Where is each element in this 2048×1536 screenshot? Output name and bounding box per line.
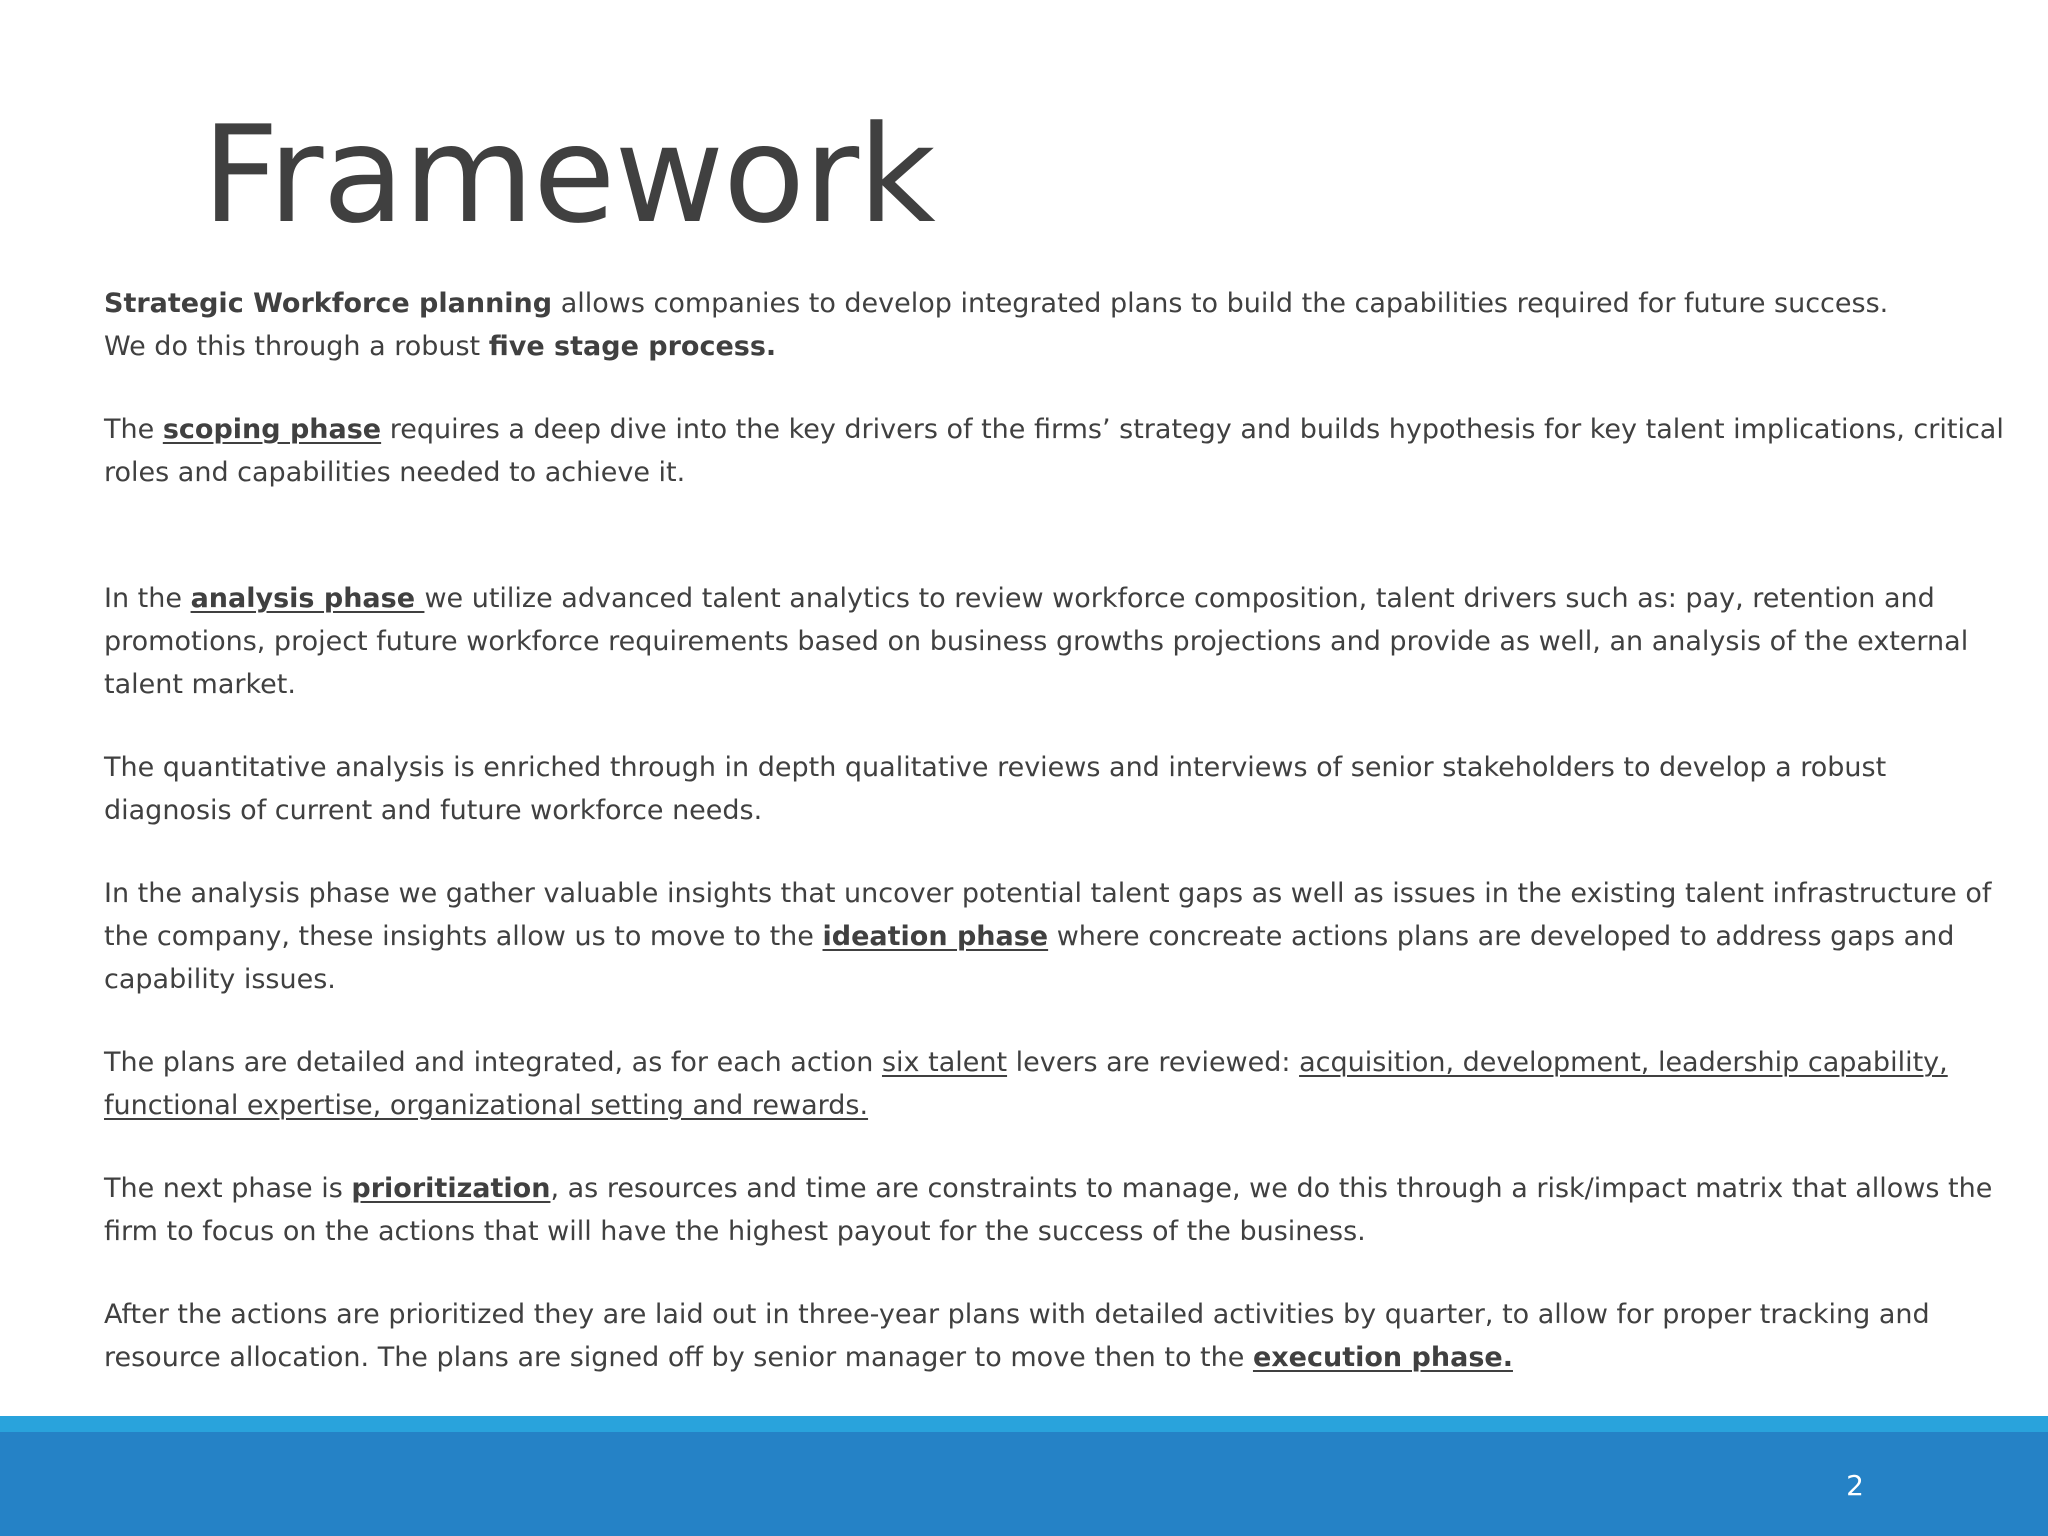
paragraph-levers — [104, 1041, 2004, 1127]
page-number: 2 — [1846, 1469, 1864, 1502]
intro-bold-lead: Strategic Workforce planning — [104, 288, 553, 319]
spacer — [104, 1001, 2004, 1041]
paragraph-intro — [104, 282, 2004, 325]
spacer — [104, 832, 2004, 872]
talent-levers-list-link[interactable]: acquisition, development, leadership capability, functional expertise, organizational setting and rewards. — [104, 1047, 1948, 1121]
paragraph-analysis — [104, 577, 2004, 706]
process-bold: five stage process. — [488, 331, 777, 362]
analysis-pre: In the — [104, 583, 191, 614]
analysis-phase-link[interactable]: analysis phase — [190, 583, 425, 614]
prioritization-post: , as resources and time are constraints to manage, we do this through a risk/impact matrix that allows the firm to focus on the actions that will have the highest payout for the success of the business. — [104, 1173, 1993, 1247]
insights-post: where concreate actions plans are developed to address gaps and capability issues. — [104, 921, 1955, 995]
paragraph-prioritization — [104, 1167, 2004, 1253]
paragraph-quantitative: The quantitative analysis is enriched through in depth qualitative reviews and interviews of senior stakeholders to develop a robust diagnosis of current and future workforce needs. — [104, 752, 1887, 826]
slide-title: Framework — [202, 97, 935, 253]
scoping-pre: The — [104, 414, 163, 445]
prioritization-pre: The next phase is — [104, 1173, 352, 1204]
execution-pre: After the actions are prioritized they are laid out in three-year plans with detailed activities by quarter, to allow for proper tracking and resource allocation. The plans are signed off by senior manager to move then to the — [104, 1299, 1930, 1373]
scoping-post: requires a deep dive into the key drivers of the firms’ strategy and builds hypothesis for key talent implications, critical roles and capabilities needed to achieve it. — [104, 414, 2004, 488]
spacer — [104, 1253, 2004, 1293]
levers-mid: levers are reviewed: — [1007, 1047, 1300, 1078]
spacer — [104, 706, 2004, 746]
six-talent-link[interactable]: six talent — [881, 1047, 1008, 1078]
spacer — [104, 368, 2004, 408]
prioritization-link[interactable]: prioritization — [351, 1173, 551, 1204]
insights-pre: In the analysis phase we gather valuable insights that uncover potential talent gaps as well as issues in the existing talent infrastructure of the company, these insights allow us to move to the — [104, 878, 1992, 952]
spacer — [104, 494, 2004, 577]
paragraph-process — [104, 325, 2004, 368]
footer-bar — [0, 1432, 2048, 1536]
process-text: We do this through a robust — [104, 331, 489, 362]
slide-body — [104, 282, 2004, 1379]
paragraph-insights — [104, 872, 2004, 1001]
ideation-phase-link[interactable]: ideation phase — [822, 921, 1049, 952]
footer-accent-bar — [0, 1416, 2048, 1432]
spacer — [104, 1127, 2004, 1167]
intro-text: allows companies to develop integrated plans to build the capabilities required for future success. — [552, 288, 1889, 319]
paragraph-execution — [104, 1293, 2004, 1379]
levers-pre: The plans are detailed and integrated, as for each action — [104, 1047, 882, 1078]
scoping-phase-link[interactable]: scoping phase — [162, 414, 382, 445]
paragraph-scoping — [104, 408, 2004, 494]
analysis-post: we utilize advanced talent analytics to review workforce composition, talent drivers such as: pay, retention and promotions, project future workforce requirements based on business growths projections and provide as well, an analysis of the external talent market. — [104, 583, 1969, 700]
execution-phase-link[interactable]: execution phase. — [1252, 1342, 1513, 1373]
